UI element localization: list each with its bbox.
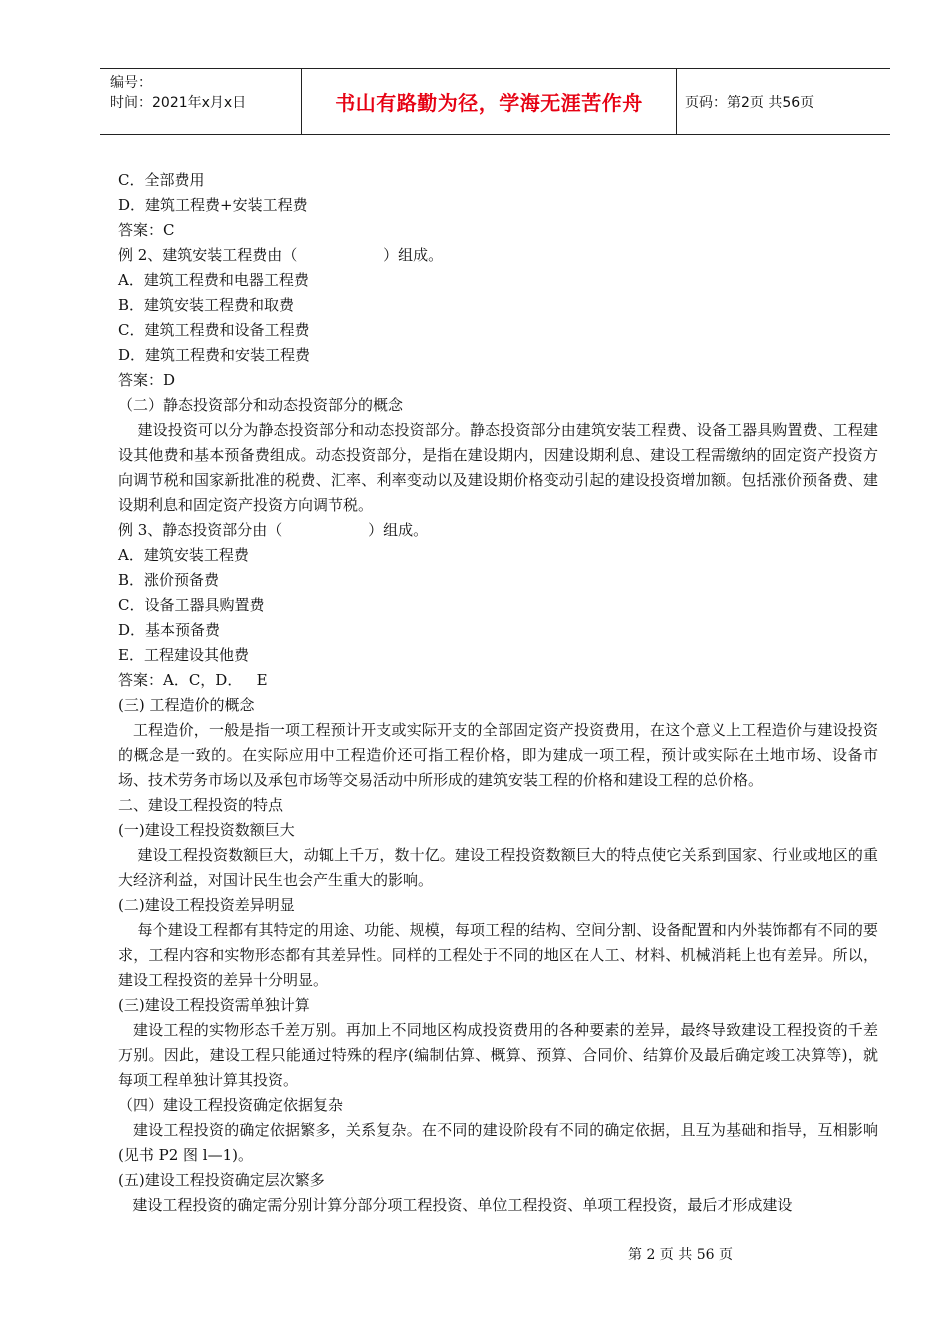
section-heading: (二)建设工程投资差异明显 — [118, 896, 295, 914]
chapter-heading: 二、建设工程投资的特点 — [118, 796, 284, 814]
section-heading: （四）建设工程投资确定依据复杂 — [118, 1096, 344, 1114]
paragraph: 每个建设工程都有其特定的用途、功能、规模，每项工程的结构、空间分割、设备配置和内外装饰都有不同的要求，工程内容和实物形态都有其差异性。同样的工程处于不同的地区在人工、材料、机械消耗上也有差异。所以，建设工程投资的差异十分明显。 — [118, 921, 878, 989]
option-d: D．建筑工程费和安装工程费 — [118, 346, 311, 364]
paragraph: 建设投资可以分为静态投资部分和动态投资部分。静态投资部分由建筑安装工程费、设备工器具购置费、工程建设其他费和基本预备费组成。动态投资部分，是指在建设期内，因建设期利息、建设工程需缴纳的固定资产投资方向调节税和国家新批准的税费、汇率、利率变动以及建设期价格变动引起的建设投资增加额。包括涨价预备费、建设期利息和固定资产投资方向调节税。 — [118, 421, 878, 514]
paragraph: 建设工程投资数额巨大，动辄上千万，数十亿。建设工程投资数额巨大的特点使它关系到国家、行业或地区的重大经济利益，对国计民生也会产生重大的影响。 — [118, 846, 878, 889]
page-header — [100, 68, 890, 135]
option-b: B．涨价预备费 — [118, 571, 220, 589]
page-footer: 第 2 页 共 56 页 — [628, 1247, 733, 1263]
example-3-question: 例 3、静态投资部分由（ ）组成。 — [118, 521, 429, 539]
option-c: C．全部费用 — [118, 171, 205, 189]
paragraph: 建设工程投资的确定需分别计算分部分项工程投资、单位工程投资、单项工程投资，最后才形成建设 — [118, 1196, 793, 1214]
option-b: B．建筑安装工程费和取费 — [118, 296, 295, 314]
document-body — [118, 168, 878, 1218]
answer-3: 答案：A．C，D． E — [118, 671, 268, 689]
answer-1: 答案：C — [118, 221, 175, 239]
paragraph: 建设工程的实物形态千差万别。再加上不同地区构成投资费用的各种要素的差异，最终导致建设工程投资的千差万别。因此，建设工程只能通过特殊的程序(编制估算、概算、预算、合同价、结算价及最后确定竣工决算等)，就每项工程单独计算其投资。 — [118, 1021, 878, 1089]
option-a: A．建筑工程费和电器工程费 — [118, 271, 309, 289]
option-d: D．建筑工程费+安装工程费 — [118, 196, 308, 214]
option-a: A．建筑安装工程费 — [118, 546, 249, 564]
example-2-question: 例 2、建筑安装工程费由（ ）组成。 — [118, 246, 444, 264]
document-number-label: 编号： — [110, 75, 152, 91]
header-meta — [100, 69, 302, 134]
option-c: C．建筑工程费和设备工程费 — [118, 321, 310, 339]
section-heading: (三) 工程造价的概念 — [118, 696, 255, 714]
answer-2: 答案：D — [118, 371, 176, 389]
paragraph: 建设工程投资的确定依据繁多，关系复杂。在不同的建设阶段有不同的确定依据，且互为基础和指导，互相影响(见书 P2 图 l—1)。 — [118, 1121, 878, 1164]
section-heading: （二）静态投资部分和动态投资部分的概念 — [118, 396, 404, 414]
option-e: E．工程建设其他费 — [118, 646, 249, 664]
paragraph: 工程造价，一般是指一项工程预计开支或实际开支的全部固定资产投资费用，在这个意义上工程造价与建设投资的概念是一致的。在实际应用中工程造价还可指工程价格，即为建成一项工程，预计或实际在土地市场、设备市场、技术劳务市场以及承包市场等交易活动中所形成的建筑安装工程的价格和建设工程的总价格。 — [118, 721, 878, 789]
section-heading: (三)建设工程投资需单独计算 — [118, 996, 310, 1014]
section-heading: (一)建设工程投资数额巨大 — [118, 821, 295, 839]
document-time: 时间：2021年x月x日 — [110, 95, 247, 111]
header-page-number: 页码：第2页 共56页 — [685, 94, 815, 111]
header-motto: 书山有路勤为径，学海无涯苦作舟 — [302, 69, 677, 134]
section-heading: (五)建设工程投资确定层次繁多 — [118, 1171, 325, 1189]
option-d: D．基本预备费 — [118, 621, 221, 639]
option-c: C．设备工器具购置费 — [118, 596, 265, 614]
